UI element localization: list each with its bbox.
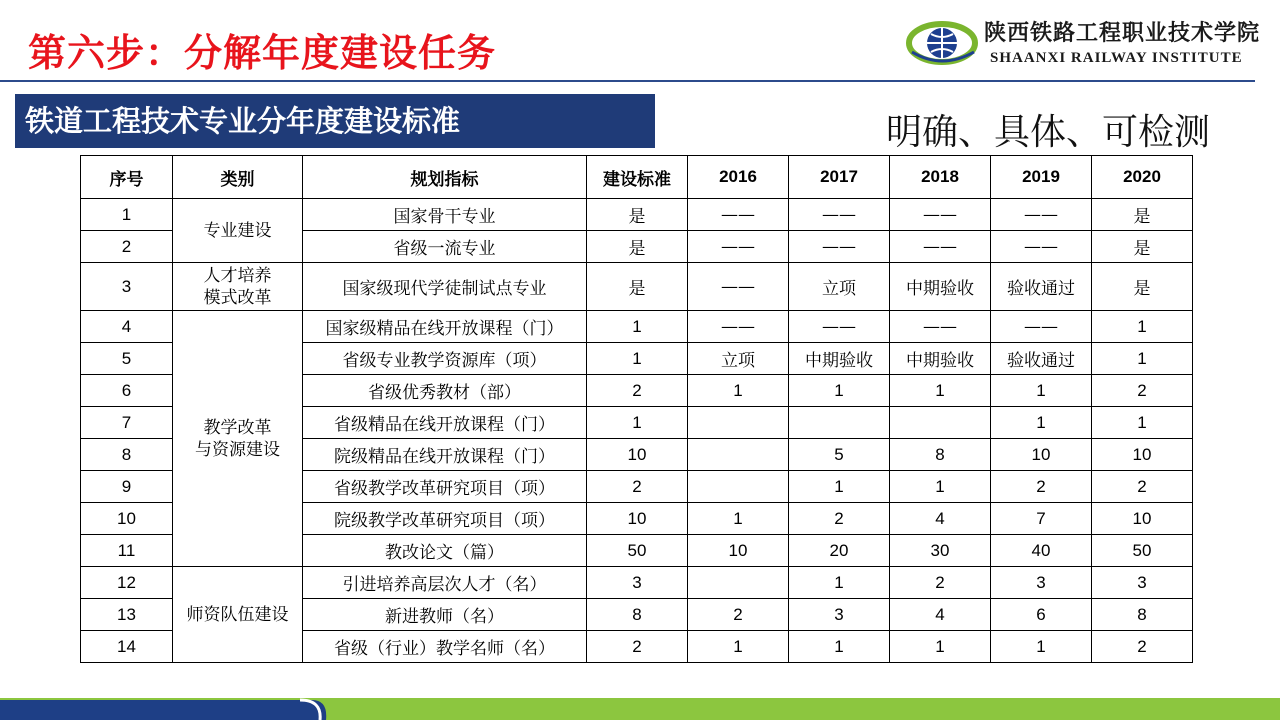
indicator-cell: 省级一流专业 bbox=[303, 231, 587, 263]
standard-cell: 是 bbox=[587, 231, 688, 263]
indicator-cell: 国家骨干专业 bbox=[303, 199, 587, 231]
indicator-cell: 省级（行业）教学名师（名） bbox=[303, 631, 587, 663]
year-cell: 1 bbox=[688, 503, 789, 535]
year-cell: 1 bbox=[890, 375, 991, 407]
row-number-cell: 4 bbox=[81, 311, 173, 343]
year-cell: 验收通过 bbox=[991, 263, 1092, 311]
year-cell: —— bbox=[991, 231, 1092, 263]
table-row bbox=[81, 199, 1193, 231]
year-cell: 2 bbox=[688, 599, 789, 631]
year-cell: 1 bbox=[890, 471, 991, 503]
standard-cell: 3 bbox=[587, 567, 688, 599]
year-cell: 是 bbox=[1092, 231, 1193, 263]
year-cell: 验收通过 bbox=[991, 343, 1092, 375]
header-cell: 序号 bbox=[81, 156, 173, 199]
year-cell bbox=[688, 567, 789, 599]
standard-cell: 2 bbox=[587, 471, 688, 503]
row-number-cell: 6 bbox=[81, 375, 173, 407]
section-banner: 铁道工程技术专业分年度建设标准 bbox=[15, 94, 655, 148]
year-cell: —— bbox=[890, 311, 991, 343]
year-cell: 20 bbox=[789, 535, 890, 567]
year-cell: 1 bbox=[991, 631, 1092, 663]
indicator-cell: 省级精品在线开放课程（门） bbox=[303, 407, 587, 439]
year-cell: —— bbox=[688, 231, 789, 263]
year-cell: 是 bbox=[1092, 199, 1193, 231]
year-cell: 3 bbox=[991, 567, 1092, 599]
standard-cell: 1 bbox=[587, 343, 688, 375]
row-number-cell: 9 bbox=[81, 471, 173, 503]
header-cell: 2018 bbox=[890, 156, 991, 199]
year-cell bbox=[890, 407, 991, 439]
row-number-cell: 13 bbox=[81, 599, 173, 631]
row-number-cell: 10 bbox=[81, 503, 173, 535]
year-cell: 3 bbox=[1092, 567, 1193, 599]
year-cell bbox=[688, 407, 789, 439]
year-cell: —— bbox=[688, 311, 789, 343]
year-cell: 10 bbox=[1092, 503, 1193, 535]
indicator-cell: 院级教学改革研究项目（项） bbox=[303, 503, 587, 535]
year-cell: —— bbox=[688, 263, 789, 311]
construction-standards-table bbox=[80, 155, 1193, 663]
year-cell: 是 bbox=[1092, 263, 1193, 311]
year-cell: 40 bbox=[991, 535, 1092, 567]
standard-cell: 10 bbox=[587, 503, 688, 535]
year-cell: 1 bbox=[789, 567, 890, 599]
tagline: 明确、具体、可检测 bbox=[886, 112, 1211, 153]
row-number-cell: 2 bbox=[81, 231, 173, 263]
category-cell: 教学改革 与资源建设 bbox=[173, 311, 303, 567]
row-number-cell: 11 bbox=[81, 535, 173, 567]
year-cell: 1 bbox=[991, 375, 1092, 407]
row-number-cell: 1 bbox=[81, 199, 173, 231]
year-cell: 1 bbox=[890, 631, 991, 663]
standard-cell: 50 bbox=[587, 535, 688, 567]
header-cell: 建设标准 bbox=[587, 156, 688, 199]
header-cell: 2016 bbox=[688, 156, 789, 199]
year-cell: —— bbox=[789, 311, 890, 343]
year-cell: 1 bbox=[991, 407, 1092, 439]
year-cell: 2 bbox=[890, 567, 991, 599]
standard-cell: 8 bbox=[587, 599, 688, 631]
year-cell: —— bbox=[991, 199, 1092, 231]
table-row bbox=[81, 263, 1193, 311]
standard-cell: 是 bbox=[587, 263, 688, 311]
year-cell: 1 bbox=[1092, 343, 1193, 375]
year-cell: 50 bbox=[1092, 535, 1193, 567]
year-cell: 2 bbox=[1092, 471, 1193, 503]
year-cell: 1 bbox=[1092, 311, 1193, 343]
header-cell: 2017 bbox=[789, 156, 890, 199]
institute-name-en: SHAANXI RAILWAY INSTITUTE bbox=[990, 50, 1243, 66]
year-cell: 2 bbox=[991, 471, 1092, 503]
footer-stripe bbox=[0, 692, 1280, 720]
standard-cell: 10 bbox=[587, 439, 688, 471]
table-row bbox=[81, 567, 1193, 599]
year-cell: 4 bbox=[890, 503, 991, 535]
indicator-cell: 新进教师（名） bbox=[303, 599, 587, 631]
year-cell: —— bbox=[991, 311, 1092, 343]
year-cell: 2 bbox=[1092, 631, 1193, 663]
globe-rail-icon bbox=[906, 12, 982, 72]
indicator-cell: 院级精品在线开放课程（门） bbox=[303, 439, 587, 471]
row-number-cell: 3 bbox=[81, 263, 173, 311]
standard-cell: 2 bbox=[587, 631, 688, 663]
row-number-cell: 7 bbox=[81, 407, 173, 439]
standard-cell: 2 bbox=[587, 375, 688, 407]
year-cell: 6 bbox=[991, 599, 1092, 631]
indicator-cell: 省级教学改革研究项目（项） bbox=[303, 471, 587, 503]
indicator-cell: 省级专业教学资源库（项） bbox=[303, 343, 587, 375]
year-cell: 中期验收 bbox=[890, 343, 991, 375]
year-cell: 立项 bbox=[789, 263, 890, 311]
header-cell: 类别 bbox=[173, 156, 303, 199]
year-cell: —— bbox=[789, 231, 890, 263]
standard-cell: 是 bbox=[587, 199, 688, 231]
indicator-cell: 省级优秀教材（部） bbox=[303, 375, 587, 407]
title-divider bbox=[0, 80, 1255, 82]
year-cell: 中期验收 bbox=[789, 343, 890, 375]
year-cell: 10 bbox=[991, 439, 1092, 471]
year-cell: 1 bbox=[789, 375, 890, 407]
year-cell bbox=[688, 439, 789, 471]
category-cell: 师资队伍建设 bbox=[173, 567, 303, 663]
year-cell: 3 bbox=[789, 599, 890, 631]
year-cell: —— bbox=[789, 199, 890, 231]
row-number-cell: 5 bbox=[81, 343, 173, 375]
year-cell: 1 bbox=[789, 471, 890, 503]
year-cell: 立项 bbox=[688, 343, 789, 375]
standard-cell: 1 bbox=[587, 407, 688, 439]
institute-logo bbox=[906, 12, 1266, 72]
year-cell: 5 bbox=[789, 439, 890, 471]
year-cell: —— bbox=[688, 199, 789, 231]
header-cell: 2020 bbox=[1092, 156, 1193, 199]
year-cell: 2 bbox=[1092, 375, 1193, 407]
year-cell: 8 bbox=[1092, 599, 1193, 631]
year-cell: 中期验收 bbox=[890, 263, 991, 311]
year-cell bbox=[688, 471, 789, 503]
header-cell: 规划指标 bbox=[303, 156, 587, 199]
year-cell: 1 bbox=[688, 375, 789, 407]
year-cell: 4 bbox=[890, 599, 991, 631]
year-cell: 10 bbox=[1092, 439, 1193, 471]
year-cell: —— bbox=[890, 231, 991, 263]
table-header-row bbox=[81, 156, 1193, 199]
year-cell: 2 bbox=[789, 503, 890, 535]
category-cell: 人才培养 模式改革 bbox=[173, 263, 303, 311]
institute-name-cn: 陕西铁路工程职业技术学院 bbox=[984, 20, 1261, 46]
indicator-cell: 教改论文（篇） bbox=[303, 535, 587, 567]
indicator-cell: 国家级现代学徒制试点专业 bbox=[303, 263, 587, 311]
indicator-cell: 国家级精品在线开放课程（门） bbox=[303, 311, 587, 343]
year-cell: 30 bbox=[890, 535, 991, 567]
year-cell: —— bbox=[890, 199, 991, 231]
row-number-cell: 14 bbox=[81, 631, 173, 663]
table-row bbox=[81, 311, 1193, 343]
year-cell: 1 bbox=[1092, 407, 1193, 439]
year-cell: 7 bbox=[991, 503, 1092, 535]
year-cell bbox=[789, 407, 890, 439]
category-cell: 专业建设 bbox=[173, 199, 303, 263]
row-number-cell: 8 bbox=[81, 439, 173, 471]
standard-cell: 1 bbox=[587, 311, 688, 343]
row-number-cell: 12 bbox=[81, 567, 173, 599]
year-cell: 10 bbox=[688, 535, 789, 567]
slide-title: 第六步：分解年度建设任务 bbox=[28, 31, 497, 75]
year-cell: 8 bbox=[890, 439, 991, 471]
year-cell: 1 bbox=[688, 631, 789, 663]
header-cell: 2019 bbox=[991, 156, 1092, 199]
year-cell: 1 bbox=[789, 631, 890, 663]
indicator-cell: 引进培养高层次人才（名） bbox=[303, 567, 587, 599]
